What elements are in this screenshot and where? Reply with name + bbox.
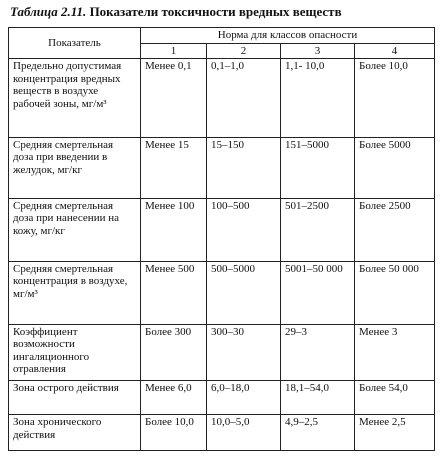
value-class-2: 0,1–1,0 (207, 59, 281, 138)
value-class-4: Более 5000 (355, 137, 435, 198)
table-row (9, 324, 435, 380)
table-row (9, 380, 435, 415)
value-class-2: 300–30 (207, 324, 281, 380)
value-class-2: 500–5000 (207, 261, 281, 324)
row-indicator: Средняя смертельная доза при введении в желудок, мг/кг (9, 137, 141, 198)
table-row (9, 415, 435, 451)
header-class-4: 4 (355, 43, 435, 59)
header-class-1: 1 (141, 43, 207, 59)
value-class-3: 501–2500 (281, 198, 355, 261)
table-caption (10, 4, 430, 22)
row-indicator: Средняя смертельная концентрация в воздухе, мг/м³ (9, 261, 141, 324)
table-title: Показатели токсичности вредных веществ (89, 4, 342, 19)
value-class-3: 5001–50 000 (281, 261, 355, 324)
row-indicator: Средняя смертельная доза при нанесении на кожу, мг/кг (9, 198, 141, 261)
header-norm: Норма для классов опасности (141, 28, 435, 44)
value-class-1: Менее 6,0 (141, 380, 207, 415)
value-class-2: 15–150 (207, 137, 281, 198)
row-indicator: Зона хронического действия (9, 415, 141, 451)
value-class-4: Более 50 000 (355, 261, 435, 324)
value-class-1: Более 300 (141, 324, 207, 380)
value-class-4: Менее 2,5 (355, 415, 435, 451)
value-class-1: Менее 0,1 (141, 59, 207, 138)
table-row (9, 261, 435, 324)
table-row (9, 59, 435, 138)
value-class-2: 10,0–5,0 (207, 415, 281, 451)
row-indicator: Предельно допустимая концентрация вредных веществ в воздухе рабочей зоны, мг/м³ (9, 59, 141, 138)
header-indicator: Показатель (9, 28, 141, 59)
value-class-3: 151–5000 (281, 137, 355, 198)
row-indicator: Зона острого действия (9, 380, 141, 415)
value-class-3: 4,9–2,5 (281, 415, 355, 451)
value-class-1: Менее 15 (141, 137, 207, 198)
value-class-1: Более 10,0 (141, 415, 207, 451)
table-row (9, 198, 435, 261)
header-class-3: 3 (281, 43, 355, 59)
value-class-4: Менее 3 (355, 324, 435, 380)
value-class-4: Более 10,0 (355, 59, 435, 138)
header-row (9, 28, 435, 44)
value-class-3: 29–3 (281, 324, 355, 380)
value-class-4: Более 54,0 (355, 380, 435, 415)
value-class-1: Менее 500 (141, 261, 207, 324)
value-class-3: 18,1–54,0 (281, 380, 355, 415)
table-number: Таблица 2.11. (10, 4, 87, 19)
value-class-2: 100–500 (207, 198, 281, 261)
value-class-4: Более 2500 (355, 198, 435, 261)
value-class-3: 1,1- 10,0 (281, 59, 355, 138)
value-class-1: Менее 100 (141, 198, 207, 261)
value-class-2: 6,0–18,0 (207, 380, 281, 415)
row-indicator: Коэффициент возможности ингаляционного отравления (9, 324, 141, 380)
header-class-2: 2 (207, 43, 281, 59)
toxicity-table (8, 27, 435, 451)
table-row (9, 137, 435, 198)
